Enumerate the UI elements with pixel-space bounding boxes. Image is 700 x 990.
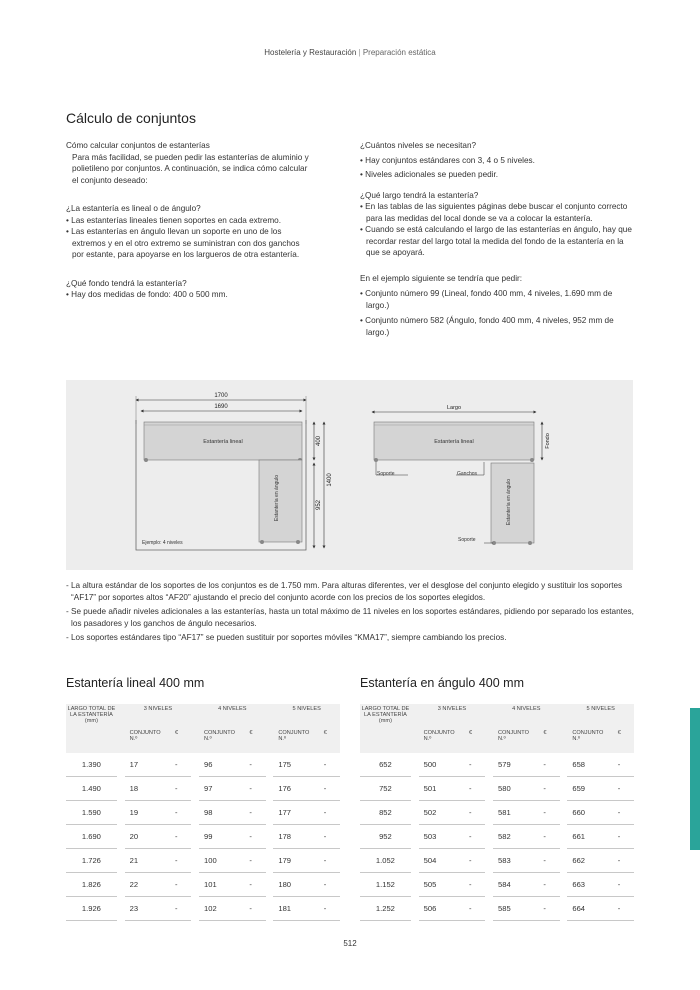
cell-spacer: [266, 753, 274, 777]
cell-length: 1.726: [66, 849, 117, 873]
sub-conjunto: CONJUNTO N.º: [199, 729, 244, 753]
cell-length: 852: [360, 801, 411, 825]
sub-euro: €: [244, 729, 265, 753]
question-levels: ¿Cuántos niveles se necesitan?: [360, 141, 477, 150]
cell-price: -: [613, 873, 634, 897]
cell-conjunto: 502: [419, 801, 464, 825]
cell-length: 1.052: [360, 849, 411, 873]
cell-conjunto: 175: [273, 753, 318, 777]
label-fondo: Fondo: [545, 433, 551, 449]
cell-price: -: [170, 801, 191, 825]
cell-length: 952: [360, 825, 411, 849]
bullet-length-angle: [360, 224, 632, 259]
cell-conjunto: 181: [273, 897, 318, 921]
cell-conjunto: 663: [567, 873, 612, 897]
bullet-angulo-text: Las estanterías en ángulo llevan un soporte en uno de los extremos y en el otro extremo se suministran con dos ganchos por estante, para apoyarse en los largueros de otra estantería.: [71, 227, 300, 259]
cell-conjunto: 503: [419, 825, 464, 849]
cell-price: -: [464, 825, 485, 849]
right-diagram: [372, 405, 551, 545]
label-example: Ejemplo: 4 niveles: [142, 540, 183, 546]
cell-conjunto: 505: [419, 873, 464, 897]
cell-spacer: [485, 825, 493, 849]
cell-conjunto: 177: [273, 801, 318, 825]
cell-conjunto: 102: [199, 897, 244, 921]
cell-spacer: [191, 849, 199, 873]
cell-spacer: [117, 801, 125, 825]
page-title: Cálculo de conjuntos: [66, 110, 196, 126]
cell-spacer: [411, 825, 419, 849]
cell-spacer: [266, 849, 274, 873]
label-lineal-left: Estantería lineal: [203, 439, 243, 445]
cell-spacer: [117, 753, 125, 777]
cell-spacer: [560, 753, 568, 777]
header-separator: |: [358, 48, 361, 57]
cell-price: -: [538, 753, 559, 777]
cell-conjunto: 19: [125, 801, 170, 825]
cell-conjunto: 660: [567, 801, 612, 825]
sub-conjunto: CONJUNTO N.º: [419, 729, 464, 753]
cell-spacer: [411, 777, 419, 801]
cell-spacer: [485, 801, 493, 825]
cell-spacer: [266, 801, 274, 825]
cell-conjunto: 20: [125, 825, 170, 849]
cell-conjunto: 583: [493, 849, 538, 873]
cell-spacer: [117, 873, 125, 897]
table-row: [360, 825, 634, 849]
cell-conjunto: 18: [125, 777, 170, 801]
cell-price: -: [244, 777, 265, 801]
cell-price: -: [613, 897, 634, 921]
cell-conjunto: 176: [273, 777, 318, 801]
cell-spacer: [411, 849, 419, 873]
question-how-calculate: Cómo calcular conjuntos de estanterías: [66, 141, 210, 150]
cell-spacer: [485, 777, 493, 801]
dim-1400-label: 1400: [327, 473, 333, 487]
bullet-depth-text: Hay dos medidas de fondo: 400 o 500 mm.: [71, 290, 228, 299]
cell-spacer: [191, 753, 199, 777]
cell-spacer: [266, 873, 274, 897]
cell-conjunto: 180: [273, 873, 318, 897]
bullet-length-tables-text: En las tablas de las siguientes páginas debe buscar el conjunto correcto para las medidas del local donde se va a colocar la estantería.: [365, 202, 628, 223]
cell-conjunto: 585: [493, 897, 538, 921]
right-column: [360, 140, 632, 338]
label-lineal-right: Estantería lineal: [434, 439, 474, 445]
table-lineal: [66, 704, 340, 921]
cell-price: -: [538, 897, 559, 921]
cell-price: -: [538, 801, 559, 825]
cell-spacer: [191, 873, 199, 897]
cell-conjunto: 662: [567, 849, 612, 873]
bullet-angulo: [66, 226, 312, 261]
cell-price: -: [613, 825, 634, 849]
cell-price: -: [244, 873, 265, 897]
cell-price: -: [464, 897, 485, 921]
cell-price: -: [464, 777, 485, 801]
bullet-length-tables: [360, 201, 632, 224]
cell-spacer: [485, 873, 493, 897]
cell-spacer: [560, 801, 568, 825]
table-row: [360, 753, 634, 777]
cell-price: -: [170, 825, 191, 849]
cell-conjunto: 581: [493, 801, 538, 825]
cell-spacer: [117, 825, 125, 849]
cell-spacer: [191, 897, 199, 921]
sub-euro: €: [464, 729, 485, 753]
table-row: [360, 873, 634, 897]
table-angulo-title: Estantería en ángulo 400 mm: [360, 676, 524, 690]
cell-price: -: [170, 753, 191, 777]
sub-euro: €: [613, 729, 634, 753]
cell-spacer: [560, 849, 568, 873]
cell-conjunto: 178: [273, 825, 318, 849]
cell-price: -: [319, 801, 340, 825]
cell-spacer: [266, 897, 274, 921]
group-3-niveles: 3 NIVELES: [419, 704, 486, 729]
cell-length: 752: [360, 777, 411, 801]
cell-price: -: [244, 753, 265, 777]
cell-price: -: [538, 849, 559, 873]
cell-price: -: [464, 801, 485, 825]
group-5-niveles: 5 NIVELES: [273, 704, 340, 729]
bullet-example-lineal: [360, 288, 632, 311]
dim-1700-label: 1700: [214, 393, 228, 399]
cell-spacer: [411, 897, 419, 921]
cell-conjunto: 659: [567, 777, 612, 801]
cell-conjunto: 179: [273, 849, 318, 873]
table-row: [66, 753, 340, 777]
cell-conjunto: 658: [567, 753, 612, 777]
cell-conjunto: 22: [125, 873, 170, 897]
cell-conjunto: 664: [567, 897, 612, 921]
header-subsection: Preparación estática: [362, 48, 436, 57]
cell-length: 1.690: [66, 825, 117, 849]
table-row: [66, 801, 340, 825]
cell-length: 1.826: [66, 873, 117, 897]
left-column: [66, 140, 312, 301]
table-row: [66, 825, 340, 849]
cell-length: 1.926: [66, 897, 117, 921]
label-soporte-1: Soporte: [377, 471, 395, 477]
question-type: ¿La estantería es lineal o de ángulo?: [66, 204, 201, 213]
cell-price: -: [613, 801, 634, 825]
table-lineal-title: Estantería lineal 400 mm: [66, 676, 205, 690]
cell-spacer: [117, 849, 125, 873]
bullet-levels-additional-text: Niveles adicionales se pueden pedir.: [365, 170, 499, 179]
cell-spacer: [411, 873, 419, 897]
cell-price: -: [538, 825, 559, 849]
cell-spacer: [560, 873, 568, 897]
bullet-levels-standard: [360, 155, 632, 167]
sub-conjunto: CONJUNTO N.º: [567, 729, 612, 753]
cell-price: -: [244, 849, 265, 873]
page-number: 512: [343, 939, 357, 948]
cell-length: 1.590: [66, 801, 117, 825]
cell-spacer: [191, 825, 199, 849]
bullet-depth: [66, 289, 312, 301]
cell-price: -: [319, 897, 340, 921]
cell-spacer: [560, 825, 568, 849]
group-5-niveles: 5 NIVELES: [567, 704, 634, 729]
cell-spacer: [266, 825, 274, 849]
table-row: [66, 897, 340, 921]
cell-price: -: [170, 897, 191, 921]
cell-price: -: [319, 777, 340, 801]
cell-price: -: [319, 825, 340, 849]
bullet-length-angle-text: Cuando se está calculando el largo de las estanterías en ángulo, hay que recordar restar del largo total la medida del fondo de la estantería en la que se apoyará.: [365, 225, 632, 257]
group-4-niveles: 4 NIVELES: [199, 704, 266, 729]
cell-conjunto: 21: [125, 849, 170, 873]
cell-price: -: [464, 873, 485, 897]
cell-length: 1.252: [360, 897, 411, 921]
question-length: ¿Qué largo tendrá la estantería?: [360, 190, 479, 200]
cell-price: -: [464, 849, 485, 873]
example-intro: En el ejemplo siguiente se tendría que pedir:: [360, 273, 523, 283]
dim-1690-label: 1690: [214, 404, 228, 410]
col-length-header: LARGO TOTAL DE LA ESTANTERÍA (mm): [360, 704, 411, 753]
sub-euro: €: [170, 729, 191, 753]
diagram-panel: [66, 380, 633, 570]
label-largo: Largo: [446, 405, 462, 411]
cell-conjunto: 506: [419, 897, 464, 921]
label-angulo-right: Estantería en ángulo: [506, 478, 512, 526]
bullet-example-angulo: [360, 315, 632, 338]
cell-price: -: [319, 849, 340, 873]
cell-spacer: [485, 753, 493, 777]
cell-conjunto: 23: [125, 897, 170, 921]
bullet-example-lineal-text: Conjunto número 99 (Lineal, fondo 400 mm, 4 niveles, 1.690 mm de largo.): [365, 289, 613, 310]
bullet-lineal: [66, 215, 312, 227]
table-row: [66, 873, 340, 897]
cell-spacer: [411, 801, 419, 825]
sub-conjunto: CONJUNTO N.º: [493, 729, 538, 753]
cell-conjunto: 98: [199, 801, 244, 825]
cell-conjunto: 500: [419, 753, 464, 777]
sub-conjunto: CONJUNTO N.º: [125, 729, 170, 753]
table-row: [360, 777, 634, 801]
cell-price: -: [464, 753, 485, 777]
cell-price: -: [244, 801, 265, 825]
cell-conjunto: 101: [199, 873, 244, 897]
page-header: [0, 48, 700, 57]
shelving-diagram: [66, 380, 633, 570]
bullet-levels-additional: [360, 169, 632, 181]
bullet-lineal-text: Las estanterías lineales tienen soportes en cada extremo.: [71, 215, 281, 225]
cell-spacer: [117, 777, 125, 801]
cell-price: -: [170, 777, 191, 801]
header-section: Hostelería y Restauración: [264, 48, 357, 57]
cell-conjunto: 100: [199, 849, 244, 873]
sub-euro: €: [319, 729, 340, 753]
cell-price: -: [170, 849, 191, 873]
cell-spacer: [560, 897, 568, 921]
label-angulo-left: Estantería en ángulo: [274, 474, 280, 522]
cell-length: 1.152: [360, 873, 411, 897]
cell-spacer: [191, 777, 199, 801]
table-row: [360, 801, 634, 825]
cell-spacer: [191, 801, 199, 825]
cell-conjunto: 96: [199, 753, 244, 777]
cell-price: -: [244, 897, 265, 921]
table-angulo: [360, 704, 634, 921]
cell-conjunto: 580: [493, 777, 538, 801]
cell-price: -: [319, 753, 340, 777]
bullet-levels-standard-text: Hay conjuntos estándares con 3, 4 o 5 niveles.: [365, 155, 535, 165]
dim-952-label: 952: [316, 499, 322, 511]
cell-conjunto: 582: [493, 825, 538, 849]
cell-price: -: [538, 777, 559, 801]
note-supports: - Los soportes estándares tipo “AF17” se pueden sustituir por soportes móviles “KMA17”, siempre cambiando los precios.: [66, 633, 507, 642]
group-3-niveles: 3 NIVELES: [125, 704, 192, 729]
cell-price: -: [613, 849, 634, 873]
cell-price: -: [319, 873, 340, 897]
cell-price: -: [244, 825, 265, 849]
label-soporte-2: Soporte: [458, 537, 476, 543]
cell-conjunto: 504: [419, 849, 464, 873]
cell-spacer: [485, 897, 493, 921]
cell-length: 652: [360, 753, 411, 777]
cell-conjunto: 17: [125, 753, 170, 777]
cell-spacer: [266, 777, 274, 801]
cell-spacer: [117, 897, 125, 921]
cell-conjunto: 661: [567, 825, 612, 849]
cell-conjunto: 97: [199, 777, 244, 801]
table-angulo-body: [360, 753, 634, 921]
note-height: - La altura estándar de los soportes de los conjuntos es de 1.750 mm. Para alturas diferentes, ver el desglose del conjunto elegido y sustituir los soportes “AF17” por soportes altos “AF20” ajustando el precio del conjunto acorde con los precios de los soportes elegidos.: [66, 581, 623, 602]
cell-length: 1.490: [66, 777, 117, 801]
label-ganchos: Ganchos: [457, 471, 478, 477]
cell-conjunto: 501: [419, 777, 464, 801]
group-4-niveles: 4 NIVELES: [493, 704, 560, 729]
cell-price: -: [170, 873, 191, 897]
left-diagram: [136, 393, 333, 550]
cell-price: -: [538, 873, 559, 897]
note-levels: - Se puede añadir niveles adicionales a las estanterías, hasta un total máximo de 11 niveles en los soportes estándares, pidiendo por separado los estantes, los pasadores y los ganchos de ángulo necesarios.: [66, 607, 634, 628]
table-row: [66, 777, 340, 801]
sub-conjunto: CONJUNTO N.º: [273, 729, 318, 753]
question-depth: ¿Qué fondo tendrá la estantería?: [66, 278, 187, 288]
cell-length: 1.390: [66, 753, 117, 777]
notes: [66, 580, 636, 644]
col-length-header: LARGO TOTAL DE LA ESTANTERÍA (mm): [66, 704, 117, 753]
table-lineal-body: [66, 753, 340, 921]
sub-euro: €: [538, 729, 559, 753]
cell-spacer: [560, 777, 568, 801]
section-tab: [690, 708, 700, 850]
cell-conjunto: 99: [199, 825, 244, 849]
cell-price: -: [613, 753, 634, 777]
bullet-example-angulo-text: Conjunto número 582 (Ángulo, fondo 400 mm, 4 niveles, 952 mm de largo.): [365, 316, 614, 337]
dim-400-label: 400: [316, 435, 322, 447]
paragraph-intro: Para más facilidad, se pueden pedir las estanterías de aluminio y polietileno por conjuntos. A continuación, se indica cómo calcular el conjunto deseado:: [72, 152, 309, 185]
table-row: [66, 849, 340, 873]
table-row: [360, 897, 634, 921]
cell-spacer: [411, 753, 419, 777]
cell-price: -: [613, 777, 634, 801]
table-row: [360, 849, 634, 873]
cell-conjunto: 584: [493, 873, 538, 897]
cell-conjunto: 579: [493, 753, 538, 777]
cell-spacer: [485, 849, 493, 873]
